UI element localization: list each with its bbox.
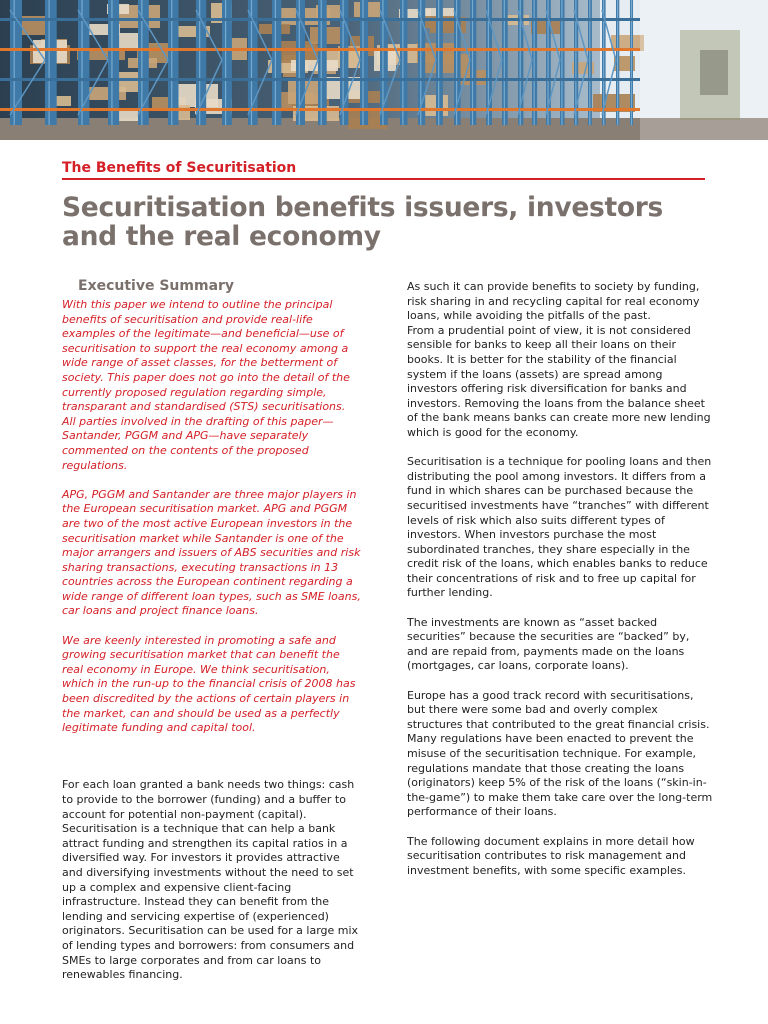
body-paragraph: As such it can provide benefits to society by funding, risk sharing in and recycling capital for real economy loans, while avoiding the pitfalls of the past. (407, 280, 700, 323)
intro-paragraph: With this paper we intend to outline the principal benefits of securitisation and provide real-life examples of the legitimate—and beneficial—use of securitisation to support the real economy among a wide range of asset classes, for the betterment of society. This paper does not go into the detail of the currently proposed regulation regarding simple, transparant and standardised (STS) securitisations. All parties involved in the drafting of this paper—Santander, PGGM and APG—have separately commented on the contents of the proposed regulations. (62, 298, 350, 472)
executive-summary-title: Executive Summary (78, 278, 235, 294)
intro-paragraph: APG, PGGM and Santander are three major players in the European securitisation market. APG and PGGM are two of the most active European investors in the securitisation market while Santander is one of the major arrangers and issuers of ABS securities and risk sharing transactions, executing transactions in 13 countries across the European continent regarding a wide range of different loan types, such as SME loans, car loans and project finance loans. (62, 487, 361, 618)
headline-line-1: Securitisation benefits issuers, investors (62, 192, 663, 223)
section-divider (62, 178, 705, 180)
body-paragraph: From a prudential point of view, it is not considered sensible for banks to keep all their loans on their books. It is better for the stability of the financial system if the loans (assets) are spread among investors offering risk diversification for banks and investors. Removing the loans from the balance sheet of the bank means banks can create more new lending which is good for the economy. (407, 323, 711, 439)
right-column (407, 280, 713, 893)
section-title: The Benefits of Securitisation (62, 160, 297, 176)
left-column (62, 278, 362, 983)
body-paragraph: For each loan granted a bank needs two things: cash to provide to the borrower (funding) and a buffer to account for potential non-payment (capital). Securitisation is a technique that can help a bank attract funding and strengthen its capital ratios in a diversified way. For investors it provides attractive and diversifying investments without the need to set up a complex and expensive client-facing infrastructure. Instead they can benefit from the lending and servicing expertise of (experienced) originators. Securitisation can be used for a large mix of lending types and borrowers: from consumers and SMEs to large corporates and from car loans to renewables financing. (62, 778, 359, 982)
body-paragraph: The following document explains in more detail how securitisation contributes to risk management and investment benefits, with some specific examples. (407, 834, 695, 877)
warehouse-hero-image (0, 0, 768, 140)
body-paragraph: Europe has a good track record with securitisations, but there were some bad and overly complex structures that contributed to the great financial crisis. Many regulations have been enacted to prevent the misuse of the securitisation technique. For example, regulations mandate that those creating the loans (originators) keep 5% of the risk of the loans (“skin-in-the-game”) to make them take care over the long-term performance of their loans. (407, 688, 713, 819)
executive-summary-intro (62, 298, 362, 736)
body-paragraph: Securitisation is a technique for pooling loans and then distributing the pool among investors. It differs from a fund in which shares can be purchased because the securitised investments have “tranches” with different levels of risk which also suits different types of investors. When investors purchase the most subordinated tranches, they share especially in the credit risk of the loans, which enables banks to reduce their concentrations of risk and to free up capital for further lending. (407, 455, 712, 600)
body-paragraph: The investments are known as “asset backed securities” because the securities are “backed” by, and are repaid from, payments made on the loans (mortgages, car loans, corporate loans). (407, 615, 690, 673)
page-headline (62, 193, 702, 251)
intro-paragraph: We are keenly interested in promoting a safe and growing securitisation market that can benefit the real economy in Europe. We think securitisation, which in the run-up to the financial crisis of 2008 has been discredited by the actions of certain players in the market, can and should be used as a perfectly legitimate funding and capital tool. (62, 633, 356, 735)
headline-line-2: and the real economy (62, 221, 381, 252)
